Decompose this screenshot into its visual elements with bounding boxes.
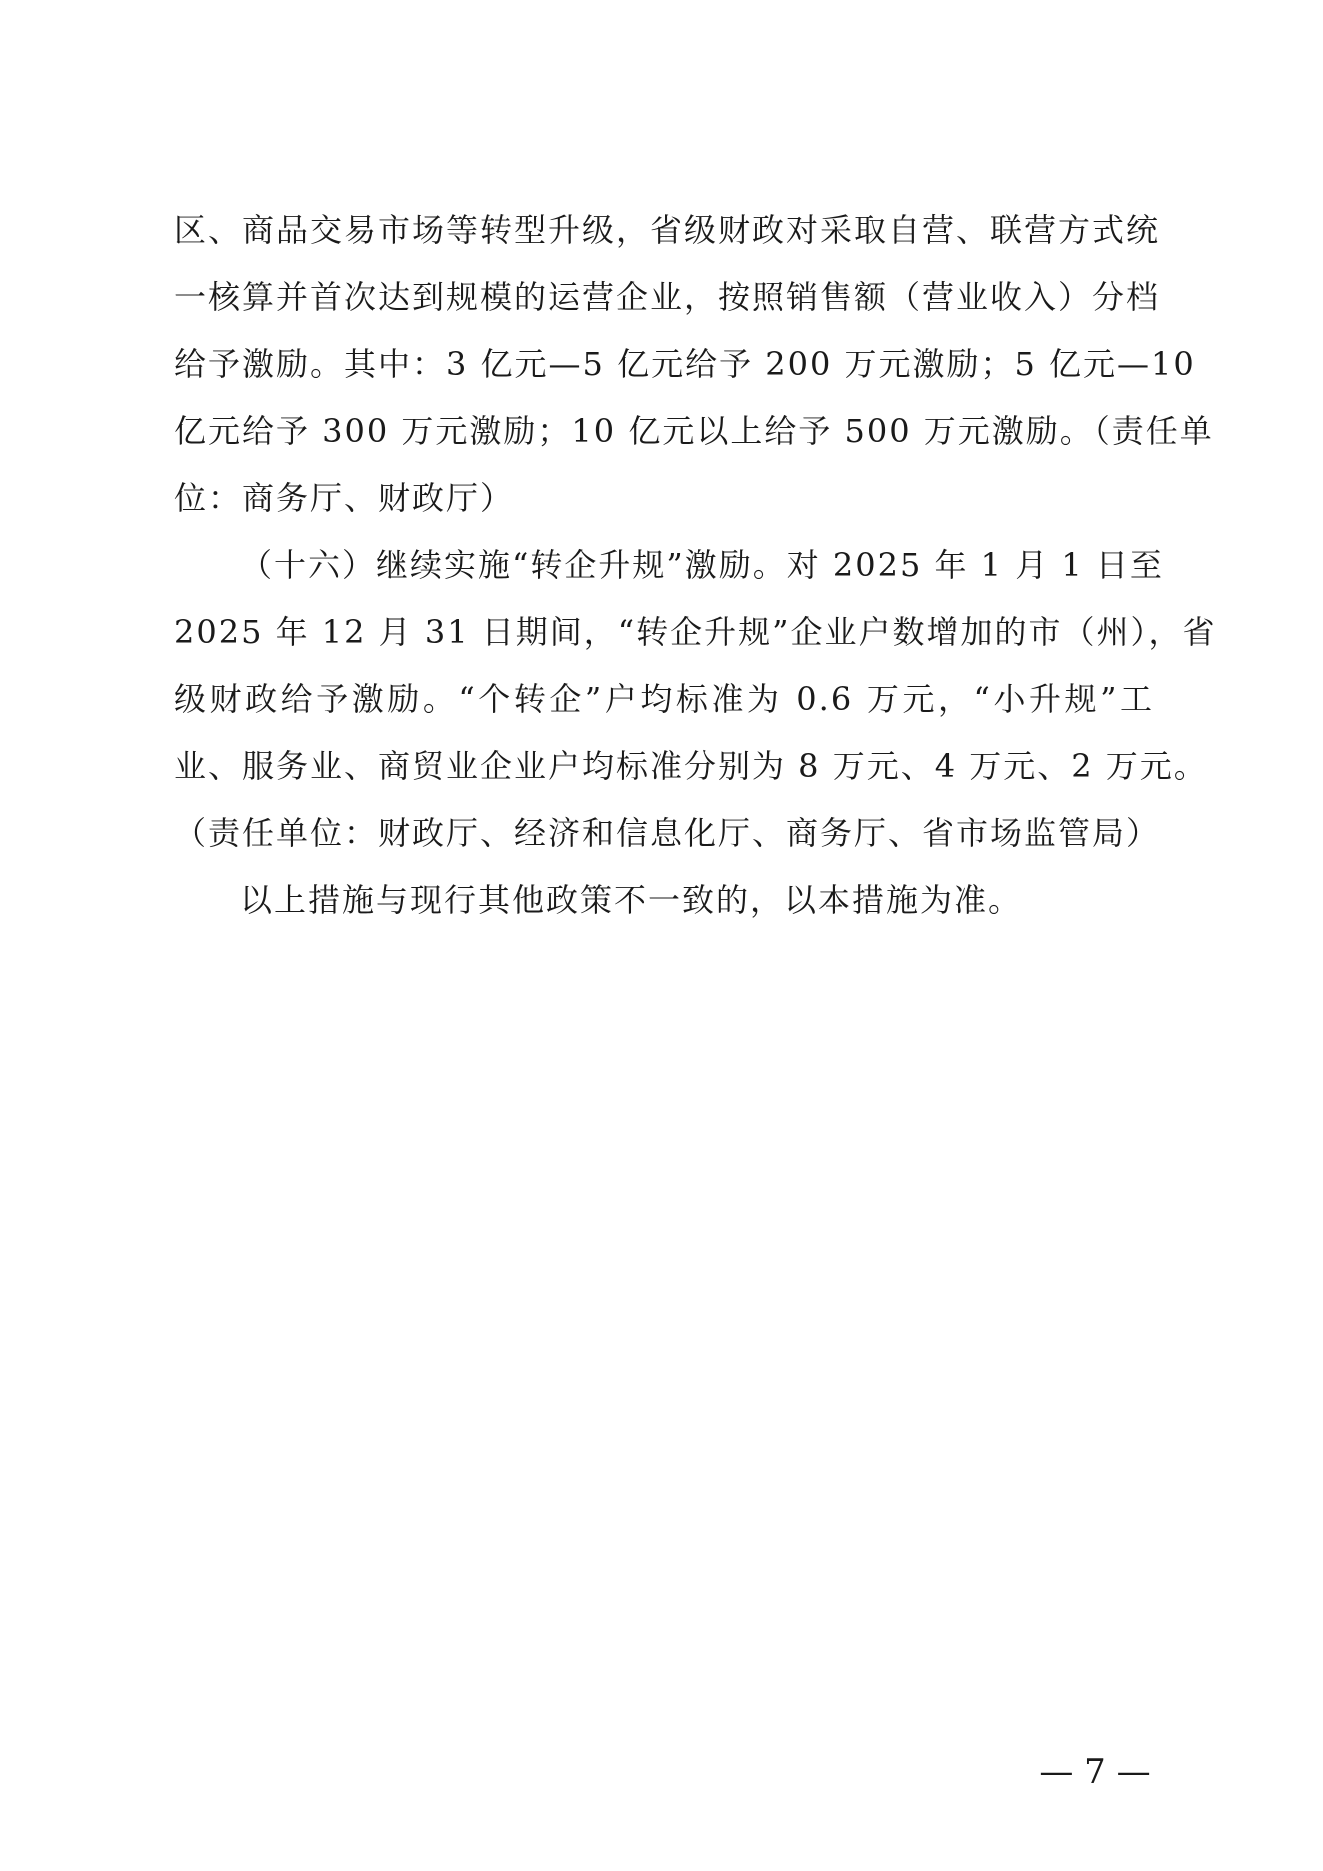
- paragraph-16-line-3: 级财政给予激励。“个转企”户均标准为 0.6 万元，“小升规”工: [174, 680, 1154, 718]
- paragraph-15-line-3: 给予激励。其中：3 亿元—5 亿元给予 200 万元激励；5 亿元—10: [174, 345, 1196, 383]
- paragraph-15-line-4: 亿元给予 300 万元激励；10 亿元以上给予 500 万元激励。（责任单: [174, 412, 1214, 450]
- paragraph-16-line-1: （十六）继续实施“转企升规”激励。对 2025 年 1 月 1 日至: [240, 546, 1164, 584]
- paragraph-16-line-5: （责任单位：财政厅、经济和信息化厅、商务厅、省市场监管局）: [174, 814, 1161, 852]
- paragraph-16-line-2: 2025 年 12 月 31 日期间，“转企升规”企业户数增加的市（州），省: [174, 613, 1217, 651]
- paragraph-15-line-5: 位：商务厅、财政厅）: [174, 479, 515, 517]
- paragraph-16-line-4: 业、服务业、商贸业企业户均标准分别为 8 万元、4 万元、2 万元。: [174, 747, 1208, 785]
- paragraph-15-line-2: 一核算并首次达到规模的运营企业，按照销售额（营业收入）分档: [174, 278, 1161, 316]
- closing-statement: 以上措施与现行其他政策不一致的，以本措施为准。: [240, 881, 1023, 919]
- paragraph-15-line-1: 区、商品交易市场等转型升级，省级财政对采取自营、联营方式统: [174, 211, 1161, 249]
- page-number: — 7 —: [1039, 1752, 1151, 1792]
